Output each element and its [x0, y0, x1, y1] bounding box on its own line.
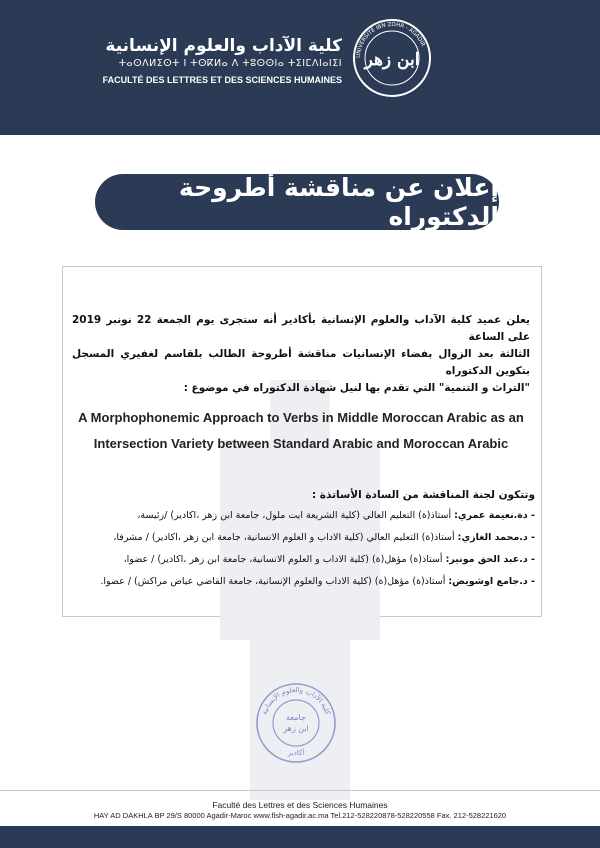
thesis-title-line: A Morphophonemic Approach to Verbs in Middle Moroccan Arabic as an	[78, 410, 524, 425]
committee-member	[65, 571, 535, 593]
thesis-title-line: Intersection Variety between Standard Arabic and Moroccan Arabic	[93, 436, 509, 451]
stamp-bottom-text: أكادير	[287, 749, 305, 757]
announcement-title: إعلان عن مناقشة أطروحة الدكتوراه	[95, 174, 499, 230]
member-name: - دة.نعيمة عمري:	[454, 510, 535, 521]
stamp-ring-text: كلية الآداب والعلوم الإنسانية	[260, 685, 332, 716]
member-name: - د.جامع اوشويض:	[448, 576, 535, 587]
paragraph-line: "التراث و التنمية" التي تقدم بها لنيل شهادة الدكتوراه في موضوع :	[183, 382, 530, 394]
member-name: - د.عبد الحق مونير:	[445, 554, 535, 565]
committee-member	[65, 505, 535, 527]
footer-faculty-name: Faculté des Lettres et des Sciences Humaines	[212, 800, 388, 810]
footer-contact: HAY AD DAKHLA BP 29/S 80000 Agadir-Maroc www.flsh-agadir.ac.ma Tel.212-528220878-528220558 Fax. 212-528221620	[93, 811, 507, 820]
footer-bar	[0, 826, 600, 848]
paragraph-line: الثالثة بعد الزوال بفضاء الإنسانيات مناقشة أطروحة الطالب بلقاسم لغفيري المسجل بتكوين الدكتوراه	[72, 348, 530, 377]
faculty-name-tifinagh: ⵜⴰⵙⴷⵍⵉⵙⵜ ⵏ ⵜⵙⴽⵍⴰ ⴷ ⵜⵓⵙⵙⵏⴰ ⵜⵉⵏⵎⴷⵏⴰⵏⵉⵏ	[118, 58, 342, 69]
thesis-title	[62, 405, 540, 457]
footer-divider	[0, 790, 600, 791]
university-logo	[352, 18, 432, 98]
faculty-name-arabic: كلية الآداب والعلوم الإنسانية	[105, 36, 342, 56]
committee-member	[65, 527, 535, 549]
announcement-paragraph	[72, 312, 530, 397]
stamp-center-line: ابن زهر	[283, 724, 309, 733]
member-details: أستاذ(ة) التعليم العالي (كلية الاداب و العلوم الانسانية، جامعة ابن زهر ،اكادير) / مشرفا،	[113, 532, 458, 543]
faculty-name-french: FACULTÉ DES LETTRES ET DES SCIENCES HUMAINES	[102, 75, 342, 85]
official-stamp	[255, 682, 337, 764]
member-name: - د.محمد الغازي:	[457, 532, 535, 543]
member-details: أستاذ(ة) مؤهل(ة) (كلية الاداب والعلوم الإنسانية، جامعة القاضي عياض مراكش) / عضوا.	[100, 576, 449, 587]
svg-text:كلية الآداب والعلوم الإنسانية	[260, 686, 332, 716]
logo-center-text: ابن زهر	[364, 50, 420, 70]
committee-list	[65, 505, 535, 593]
committee-intro: وتتكون لجنة المناقشة من السادة الأساتذة :	[311, 489, 535, 501]
logo-ring-text: UNIVERSITÉ IBN ZOHR - AGADIR	[355, 21, 426, 59]
stamp-center-line: جامعة	[286, 713, 306, 722]
member-details: أستاذ(ة) التعليم العالي (كلية الشريعة ايت ملول، جامعة ابن زهر ،اكادير) /رئيسة،	[137, 510, 455, 521]
committee-member	[65, 549, 535, 571]
member-details: أستاذ(ة) مؤهل(ة) (كلية الاداب و العلوم الانسانية، جامعة ابن زهر ،اكادير) / عضوا،	[123, 554, 446, 565]
header-banner	[0, 0, 600, 135]
paragraph-line: يعلن عميد كلية الآداب والعلوم الإنسانية بأكادير أنه ستجرى يوم الجمعة 22 نونبر 2019 على الساعة	[72, 314, 530, 343]
